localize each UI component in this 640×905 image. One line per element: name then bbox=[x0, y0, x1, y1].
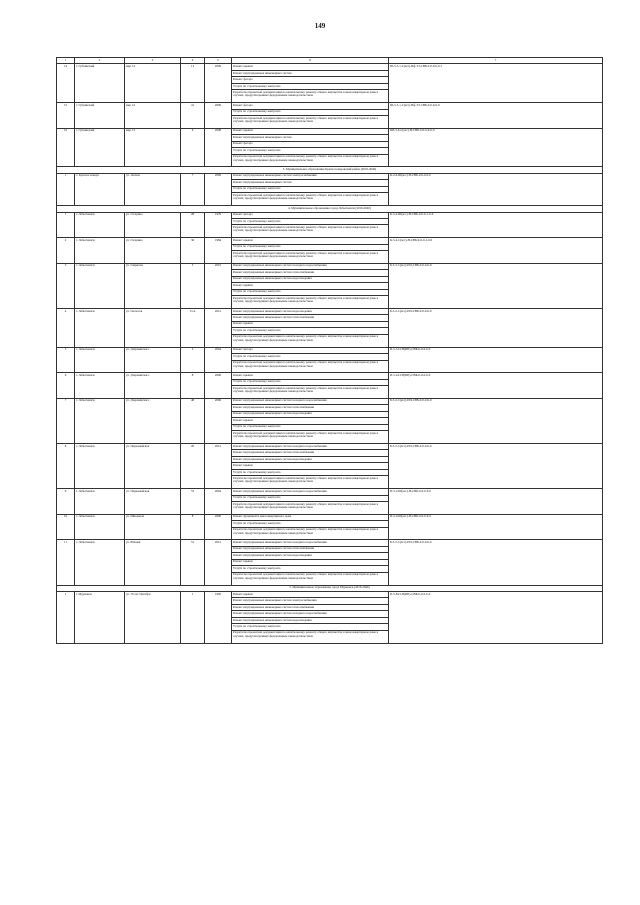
house-number: 1 bbox=[181, 591, 205, 643]
work-type: Ремонт внутридомовых инженерных систем электроснабжения bbox=[232, 598, 389, 604]
work-type: Услуги по строительному контролю bbox=[232, 495, 389, 501]
work-type: Разработка проектной документации по капитальному ремонту общего имущества в многоквартирном доме в случаях, предусмотренных федеральным законодательством bbox=[232, 296, 389, 309]
work-type: Ремонт крыши bbox=[232, 373, 389, 379]
work-type: Услуги по строительному контролю bbox=[232, 379, 389, 385]
work-type: Ремонт фасада bbox=[232, 212, 389, 218]
work-type: Ремонт крыши bbox=[232, 591, 389, 597]
row-number: 5 bbox=[57, 347, 75, 373]
settlement: г. Мурманск bbox=[75, 591, 125, 643]
house-number: 51 bbox=[181, 540, 205, 585]
work-type: Разработка проектной документации по капитальному ремонту общего имущества в многоквартирном доме в случаях, предусмотренных федеральным законодательством bbox=[232, 527, 389, 540]
build-year: 2012 bbox=[205, 443, 232, 488]
row-number: 3 bbox=[57, 263, 75, 308]
settlement: г. Лабытнанги bbox=[75, 373, 125, 399]
house-number: 48 bbox=[181, 398, 205, 443]
work-type: Ремонт фасада bbox=[232, 141, 389, 147]
row-number: 4 bbox=[57, 308, 75, 347]
page-number: 149 bbox=[314, 22, 326, 30]
house-number: 8 bbox=[181, 373, 205, 399]
settlement: г. Лабытнанги bbox=[75, 398, 125, 443]
work-type: Ремонт внутридомовых инженерных систем bbox=[232, 70, 389, 76]
build-year: 2009 bbox=[205, 173, 232, 205]
settlement: г. Лабытнанги bbox=[75, 263, 125, 308]
settlement: с. Красноселькуп bbox=[75, 173, 125, 205]
work-type: Ремонт крыши bbox=[232, 321, 389, 327]
row-number: 1 bbox=[57, 173, 75, 205]
house-number: 36 bbox=[181, 238, 205, 264]
work-type: Услуги по строительному контролю bbox=[232, 354, 389, 360]
work-type: Разработка проектной документации по капитальному ремонту общего имущества в многоквартирном доме в случаях, предусмотренных федеральным законодательством bbox=[232, 572, 389, 585]
work-type: Ремонт внутридомовых инженерных систем водоотведения bbox=[232, 411, 389, 417]
street: ул. Первомайская bbox=[125, 443, 181, 488]
work-type: Ремонт крыши bbox=[232, 559, 389, 565]
settlement: г. Лабытнанги bbox=[75, 238, 125, 264]
street: ул. Южная bbox=[125, 540, 181, 585]
work-type: Ремонт крыши bbox=[232, 128, 389, 134]
street: ул. Школьная bbox=[125, 514, 181, 540]
settlement: г. Лабытнанги bbox=[75, 514, 125, 540]
house-number: 8 bbox=[181, 514, 205, 540]
work-type: Услуги по строительному контролю bbox=[232, 148, 389, 154]
work-type: Ремонт внутридомовых инженерных систем водоотведения bbox=[232, 308, 389, 314]
work-type: Услуги по строительному контролю bbox=[232, 424, 389, 430]
settlement: г. Лабытнанги bbox=[75, 212, 125, 238]
house-number: 13 А bbox=[181, 308, 205, 347]
row-number: 11 bbox=[57, 540, 75, 585]
house-number: 53 bbox=[181, 489, 205, 515]
street: ул. Геологов bbox=[125, 308, 181, 347]
row-number: 6 bbox=[57, 373, 75, 399]
row-number: 7 bbox=[57, 398, 75, 443]
section-heading: 3. Муниципальное образование Красносельцовский район (2016-2040) bbox=[57, 167, 603, 173]
work-type: Разработка проектной документации по капитальному ремонту общего имущества в многоквартирном доме в случаях, предусмотренных федеральным законодательством bbox=[232, 90, 389, 103]
work-type: Ремонт крыши bbox=[232, 463, 389, 469]
house-number: 7 bbox=[181, 173, 205, 205]
street: мкр 14 bbox=[125, 64, 181, 103]
street: ул. Дзержинского bbox=[125, 347, 181, 373]
work-type: Ремонт внутридомовых инженерных систем теплоснабжения bbox=[232, 405, 389, 411]
work-type: Ремонт внутридомовых инженерных систем электроснабжения bbox=[232, 173, 389, 179]
house-number: 13 bbox=[181, 64, 205, 103]
work-type: Ремонт внутридомовых инженерных систем теплоснабжения bbox=[232, 604, 389, 610]
work-type: Услуги по строительному контролю bbox=[232, 109, 389, 115]
house-number: 2 bbox=[181, 347, 205, 373]
work-type: Ремонт внутридомовых инженерных систем теплоснабжения bbox=[232, 450, 389, 456]
work-type: Услуги по строительному контролю bbox=[232, 83, 389, 89]
house-code: П-5-4-П-Н(ПП)-СВБ-0-0-0-0-0 bbox=[389, 373, 603, 399]
build-year: 2000 bbox=[205, 373, 232, 399]
settlement: г. Лабытнанги bbox=[75, 347, 125, 373]
work-type: Услуги по строительному контролю bbox=[232, 289, 389, 295]
section-heading: 4. Муниципальное образование город Лабытнанги (2016-2040) bbox=[57, 206, 603, 212]
build-year: 1995 bbox=[205, 591, 232, 643]
work-type: Ремонт внутридомовых инженерных систем водоотведения bbox=[232, 276, 389, 282]
col-header: 3 bbox=[125, 58, 181, 64]
build-year: 2000 bbox=[205, 514, 232, 540]
work-type: Разработка проектной документации по капитальному ремонту общего имущества в многоквартирном доме в случаях, предусмотренных федеральным законодательством bbox=[232, 476, 389, 489]
row-number: 2 bbox=[57, 238, 75, 264]
work-type: Ремонт внутридомовых инженерных систем теплоснабжения bbox=[232, 546, 389, 552]
work-type: Разработка проектной документации по капитальному ремонту общего имущества в многоквартирном доме в случаях, предусмотренных федеральным законодательством bbox=[232, 154, 389, 167]
work-type: Ремонт фасада bbox=[232, 103, 389, 109]
row-number: 10 bbox=[57, 514, 75, 540]
row-number: 15 bbox=[57, 103, 75, 129]
capital-repair-table bbox=[56, 57, 603, 644]
build-year: 2009 bbox=[205, 64, 232, 103]
settlement: г. Губкинский bbox=[75, 128, 125, 167]
col-header: 4 bbox=[181, 58, 205, 64]
house-code: Ш-5-5-1-С(м/с)-Вф-Т3-СВБ-0-0-0-0-0-1 bbox=[389, 64, 603, 103]
street: ул. Гагарина bbox=[125, 238, 181, 264]
house-code: Б-3-2-С(м/с)-ПП-СВБ-0-0-0-0-0 bbox=[389, 443, 603, 488]
build-year: 2006 bbox=[205, 398, 232, 443]
work-type: Разработка проектной документации по капитальному ремонту общего имущества в многоквартирном доме в случаях, предусмотренных федеральным законодательством bbox=[232, 225, 389, 238]
work-type: Разработка проектной документации по капитальному ремонту общего имущества в многоквартирном доме в случаях, предусмотренных федеральным законодательством bbox=[232, 502, 389, 515]
work-type: Ремонт фундамента многоквартирного дома bbox=[232, 514, 389, 520]
house-code: К-5-4-С(м/с)-Н-СВБ-0-0-0-1-0-0 bbox=[389, 238, 603, 264]
work-type: Разработка проектной документации по капитальному ремонту общего имущества в многоквартирном доме в случаях, предусмотренных федеральным законодательством bbox=[232, 431, 389, 444]
settlement: г. Губкинский bbox=[75, 64, 125, 103]
work-type: Услуги по строительному контролю bbox=[232, 328, 389, 334]
house-code: К-5-4-Ш(м/с)-Н-СВБ-0-0-0-1-0-0 bbox=[389, 212, 603, 238]
row-number: 1 bbox=[57, 591, 75, 643]
work-type: Ремонт внутридомовых инженерных систем bbox=[232, 135, 389, 141]
work-type: Ремонт крыши bbox=[232, 283, 389, 289]
work-type: Услуги по строительному контролю bbox=[232, 566, 389, 572]
work-type: Ремонт внутридомовых инженерных систем водоотведения bbox=[232, 456, 389, 462]
house-number: 20 bbox=[181, 443, 205, 488]
street: мкр 14 bbox=[125, 103, 181, 129]
street: мкр 13 bbox=[125, 128, 181, 167]
build-year: 2010 bbox=[205, 263, 232, 308]
house-number: 6 bbox=[181, 128, 205, 167]
house-code: Б-3-2-С(м/с)-ПП-СВБ-0-0-0-0-0 bbox=[389, 540, 603, 585]
work-type: Ремонт крыши bbox=[232, 418, 389, 424]
build-year: 2004 bbox=[205, 489, 232, 515]
work-type: Ремонт крыши bbox=[232, 64, 389, 70]
work-type: Разработка проектной документации по капитальному ремонту общего имущества в многоквартирном доме в случаях, предусмотренных федеральным законодательством bbox=[232, 360, 389, 373]
house-code: К-2-6-Ш(м/с)-Н-СВБ-0-0-0-0-0 bbox=[389, 173, 603, 205]
work-type: Ремонт внутридомовых инженерных систем водоотведения bbox=[232, 553, 389, 559]
house-code: Ш-5-5-1-С(м/с)-Вф-Т3-СВБ-0-0-0-0-0 bbox=[389, 103, 603, 129]
work-type: Ремонт фасада bbox=[232, 77, 389, 83]
work-type: Ремонт внутридомовых инженерных систем bbox=[232, 180, 389, 186]
work-type: Ремонт внутридомовых инженерных систем теплоснабжения bbox=[232, 315, 389, 321]
work-type: Ремонт внутридомовых инженерных систем холодного водоснабжения bbox=[232, 443, 389, 449]
work-type: Услуги по строительному контролю bbox=[232, 186, 389, 192]
work-type: Ремонт фасада bbox=[232, 347, 389, 353]
street: ул. 70 лет Октября bbox=[125, 591, 181, 643]
build-year: 2012 bbox=[205, 540, 232, 585]
row-number: 1 bbox=[57, 212, 75, 238]
house-code: П-5-4-Ш(м/с)-Н-СВБ-0-0-0-0-0 bbox=[389, 514, 603, 540]
work-type: Услуги по строительному контролю bbox=[232, 469, 389, 475]
col-header: 5 bbox=[205, 58, 232, 64]
settlement: г. Лабытнанги bbox=[75, 489, 125, 515]
house-number: 28 bbox=[181, 212, 205, 238]
work-type: Услуги по строительному контролю bbox=[232, 244, 389, 250]
work-type: Разработка проектной документации по капитальному ремонту общего имущества в многоквартирном доме в случаях, предусмотренных федеральным законодательством bbox=[232, 116, 389, 129]
work-type: Ремонт внутридомовых инженерных систем холодного водоснабжения bbox=[232, 489, 389, 495]
row-number: 16 bbox=[57, 128, 75, 167]
col-header: 7 bbox=[389, 58, 603, 64]
work-type: Ремонт крыши bbox=[232, 238, 389, 244]
row-number: 8 bbox=[57, 443, 75, 488]
work-type: Разработка проектной документации по капитальному ремонту общего имущества в многоквартирном доме в случаях, предусмотренных федеральным законодательством bbox=[232, 334, 389, 347]
section-heading: 5. Муниципальное образование город Мурманск (2016-2040) bbox=[57, 585, 603, 591]
row-number: 9 bbox=[57, 489, 75, 515]
work-type: Ремонт внутридомовых инженерных систем холодного водоснабжения bbox=[232, 611, 389, 617]
settlement: г. Лабытнанги bbox=[75, 308, 125, 347]
house-number: 5 bbox=[181, 263, 205, 308]
settlement: г. Лабытнанги bbox=[75, 443, 125, 488]
work-type: Ремонт внутридомовых инженерных систем холодного водоснабжения bbox=[232, 263, 389, 269]
build-year: 2004 bbox=[205, 347, 232, 373]
build-year: 2009 bbox=[205, 103, 232, 129]
work-type: Разработка проектной документации по капитальному ремонту общего имущества в многоквартирном доме в случаях, предусмотренных федеральным законодательством bbox=[232, 193, 389, 206]
work-type: Ремонт внутридомовых инженерных систем холодного водоснабжения bbox=[232, 398, 389, 404]
house-number: 41 bbox=[181, 103, 205, 129]
house-code: П-5-2-Ш(м/с)-Н-СВБ-0-0-0-0-0 bbox=[389, 489, 603, 515]
house-code: Б-3-2-С(м/с)-ПП-СВБ-0-0-0-0-0 bbox=[389, 308, 603, 347]
settlement: г. Лабытнанги bbox=[75, 540, 125, 585]
build-year: 1984 bbox=[205, 238, 232, 264]
house-code: П-5-8-П-Н(ПП)-СВБ-0-0-0-0-0 bbox=[389, 591, 603, 643]
work-type: Разработка проектной документации по капитальному ремонту общего имущества в многоквартирном доме в случаях, предусмотренных федеральным законодательством bbox=[232, 386, 389, 399]
work-type: Ремонт внутридомовых инженерных систем водоотведения bbox=[232, 617, 389, 623]
work-type: Разработка проектной документации по капитальному ремонту общего имущества в многоквартирном доме в случаях, предусмотренных федеральным законодательством bbox=[232, 251, 389, 264]
street: ул. Гагарина bbox=[125, 212, 181, 238]
street: ул. Гаврилов bbox=[125, 263, 181, 308]
work-type: Разработка проектной документации по капитальному ремонту общего имущества в многоквартирном доме в случаях, предусмотренных федеральным законодательством bbox=[232, 630, 389, 643]
work-type: Услуги по строительному контролю bbox=[232, 521, 389, 527]
build-year: 2008 bbox=[205, 128, 232, 167]
row-number: 14 bbox=[57, 64, 75, 103]
street: ул. Дзержинского bbox=[125, 398, 181, 443]
work-type: Ремонт внутридомовых инженерных систем теплоснабжения bbox=[232, 270, 389, 276]
build-year: 2012 bbox=[205, 308, 232, 347]
col-header: 6 bbox=[232, 58, 389, 64]
street: ул. Первомайская bbox=[125, 489, 181, 515]
house-code: Б-3-2-С(м/с)-ПП-СВБ-0-0-0-0-0 bbox=[389, 263, 603, 308]
col-header: 2 bbox=[75, 58, 125, 64]
house-code: П-5-5-П-Н(ПП)-СВБ-0-0-0-0-0 bbox=[389, 347, 603, 373]
street: ул. Дзержинского bbox=[125, 373, 181, 399]
col-header: 1 bbox=[57, 58, 75, 64]
work-type: Ремонт внутридомовых инженерных систем холодного водоснабжения bbox=[232, 540, 389, 546]
settlement: г. Губкинский bbox=[75, 103, 125, 129]
work-type: Услуги по строительному контролю bbox=[232, 624, 389, 630]
work-type: Услуги по строительному контролю bbox=[232, 218, 389, 224]
house-code: Б-3-2-С(м/с)-ПП-СВБ-0-0-0-0-0 bbox=[389, 398, 603, 443]
street: ул. Лесная bbox=[125, 173, 181, 205]
build-year: 1979 bbox=[205, 212, 232, 238]
house-code: КП-5-6-С(м/с)-Н-СВБ-0-0-0-0-0-0 bbox=[389, 128, 603, 167]
